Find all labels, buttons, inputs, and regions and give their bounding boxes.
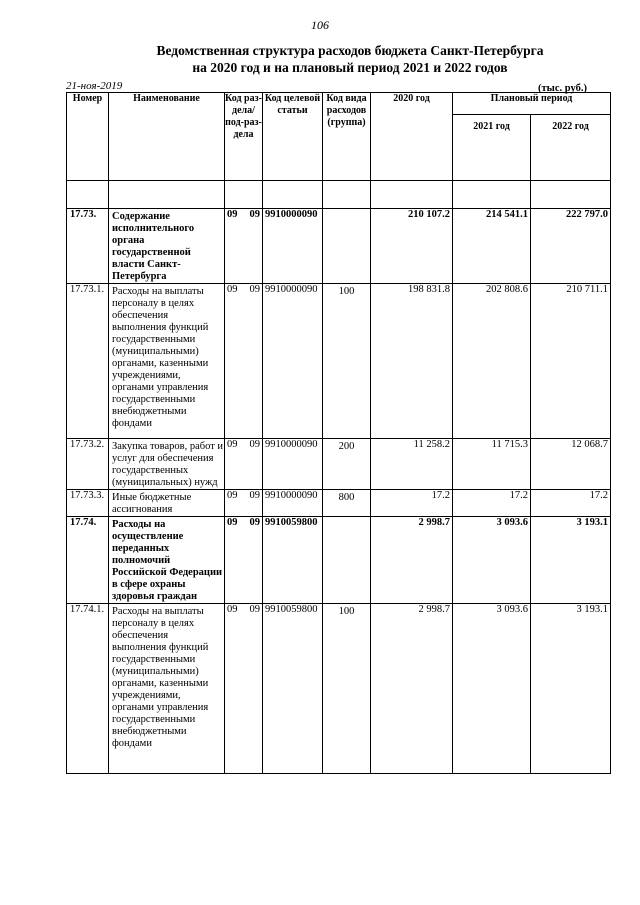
- subsection-code: 09: [249, 517, 260, 528]
- row-name: Расходы на выплаты персоналу в целях обеспечения выполнения функций государственными (муниципальными) органами, казенными учреждениями, органами управления государственными внебюджетными фондами: [109, 604, 225, 774]
- row-value-2021: 11 715.3: [453, 439, 531, 490]
- subsection-code: 09: [249, 209, 260, 220]
- budget-table: [66, 92, 611, 774]
- row-number: 17.73.2.: [67, 439, 109, 490]
- header-year-2022: 2022 год: [531, 115, 611, 181]
- row-section-code: [225, 490, 263, 517]
- section-code: 09: [227, 604, 238, 615]
- row-section-code: [225, 439, 263, 490]
- table-row: [67, 439, 611, 490]
- section-code: 09: [227, 517, 238, 528]
- table-body: [67, 209, 611, 774]
- units-label: (тыс. руб.): [538, 83, 587, 94]
- row-section-code: [225, 604, 263, 774]
- row-value-2021: 214 541.1: [453, 209, 531, 284]
- row-section-code: [225, 517, 263, 604]
- header-year-2021: 2021 год: [453, 115, 531, 181]
- row-target-code: 9910000090: [263, 284, 323, 439]
- row-value-2022: 17.2: [531, 490, 611, 517]
- row-value-2021: 3 093.6: [453, 604, 531, 774]
- document-title: [60, 42, 640, 76]
- row-section-code: [225, 209, 263, 284]
- row-number: 17.74.1.: [67, 604, 109, 774]
- header-target-code: Код целевой статьи: [263, 93, 323, 181]
- section-code: 09: [227, 490, 238, 501]
- row-value-2022: 12 068.7: [531, 439, 611, 490]
- row-expense-type: [323, 517, 371, 604]
- row-value-2022: 222 797.0: [531, 209, 611, 284]
- subsection-code: 09: [249, 284, 260, 295]
- row-name: Расходы на выплаты персоналу в целях обеспечения выполнения функций государственными (муниципальными) органами, казенными учреждениями, органами управления государственными внебюджетными фондами: [109, 284, 225, 439]
- row-value-2020: 2 998.7: [371, 517, 453, 604]
- header-name: Наименование: [109, 93, 225, 181]
- subsection-code: 09: [249, 439, 260, 450]
- row-expense-type: 100: [323, 604, 371, 774]
- header-number: Номер: [67, 93, 109, 181]
- header-year-2020: 2020 год: [371, 93, 453, 181]
- table-row: [67, 517, 611, 604]
- row-target-code: 9910000090: [263, 490, 323, 517]
- row-target-code: 9910059800: [263, 604, 323, 774]
- row-value-2021: 202 808.6: [453, 284, 531, 439]
- document-date: 21-ноя-2019: [66, 80, 123, 92]
- header-section-code: Код раз-дела/ под-раз-дела: [225, 93, 263, 181]
- row-number: 17.73.: [67, 209, 109, 284]
- row-expense-type: 800: [323, 490, 371, 517]
- row-value-2020: 2 998.7: [371, 604, 453, 774]
- row-target-code: 9910000090: [263, 439, 323, 490]
- row-value-2020: 198 831.8: [371, 284, 453, 439]
- table-row: [67, 209, 611, 284]
- header-planned-period: Плановый период: [453, 93, 611, 115]
- header-expense-type: Код вида расходов (группа): [323, 93, 371, 181]
- row-expense-type: 100: [323, 284, 371, 439]
- section-code: 09: [227, 284, 238, 295]
- row-name: Расходы на осуществление переданных полномочий Российской Федерации в сфере охраны здоровья граждан: [109, 517, 225, 604]
- row-name: Закупка товаров, работ и услуг для обеспечения государственных (муниципальных) нужд: [109, 439, 225, 490]
- section-code: 09: [227, 439, 238, 450]
- subsection-code: 09: [249, 604, 260, 615]
- row-value-2020: 11 258.2: [371, 439, 453, 490]
- row-value-2020: 210 107.2: [371, 209, 453, 284]
- title-line-2: на 2020 год и на плановый период 2021 и 2022 годов: [192, 60, 508, 75]
- row-number: 17.74.: [67, 517, 109, 604]
- subsection-code: 09: [249, 490, 260, 501]
- row-expense-type: 200: [323, 439, 371, 490]
- row-value-2022: 3 193.1: [531, 604, 611, 774]
- row-value-2020: 17.2: [371, 490, 453, 517]
- row-value-2022: 3 193.1: [531, 517, 611, 604]
- row-expense-type: [323, 209, 371, 284]
- row-value-2021: 17.2: [453, 490, 531, 517]
- section-code: 09: [227, 209, 238, 220]
- table-row: [67, 604, 611, 774]
- row-name: Иные бюджетные ассигнования: [109, 490, 225, 517]
- title-line-1: Ведомственная структура расходов бюджета Санкт-Петербурга: [156, 43, 544, 58]
- row-name: Содержание исполнительного органа государственной власти Санкт-Петербурга: [109, 209, 225, 284]
- row-number: 17.73.3.: [67, 490, 109, 517]
- row-section-code: [225, 284, 263, 439]
- row-target-code: 9910000090: [263, 209, 323, 284]
- row-value-2021: 3 093.6: [453, 517, 531, 604]
- table-row: [67, 490, 611, 517]
- row-target-code: 9910059800: [263, 517, 323, 604]
- row-number: 17.73.1.: [67, 284, 109, 439]
- page-number: 106: [311, 18, 329, 32]
- row-value-2022: 210 711.1: [531, 284, 611, 439]
- table-row: [67, 284, 611, 439]
